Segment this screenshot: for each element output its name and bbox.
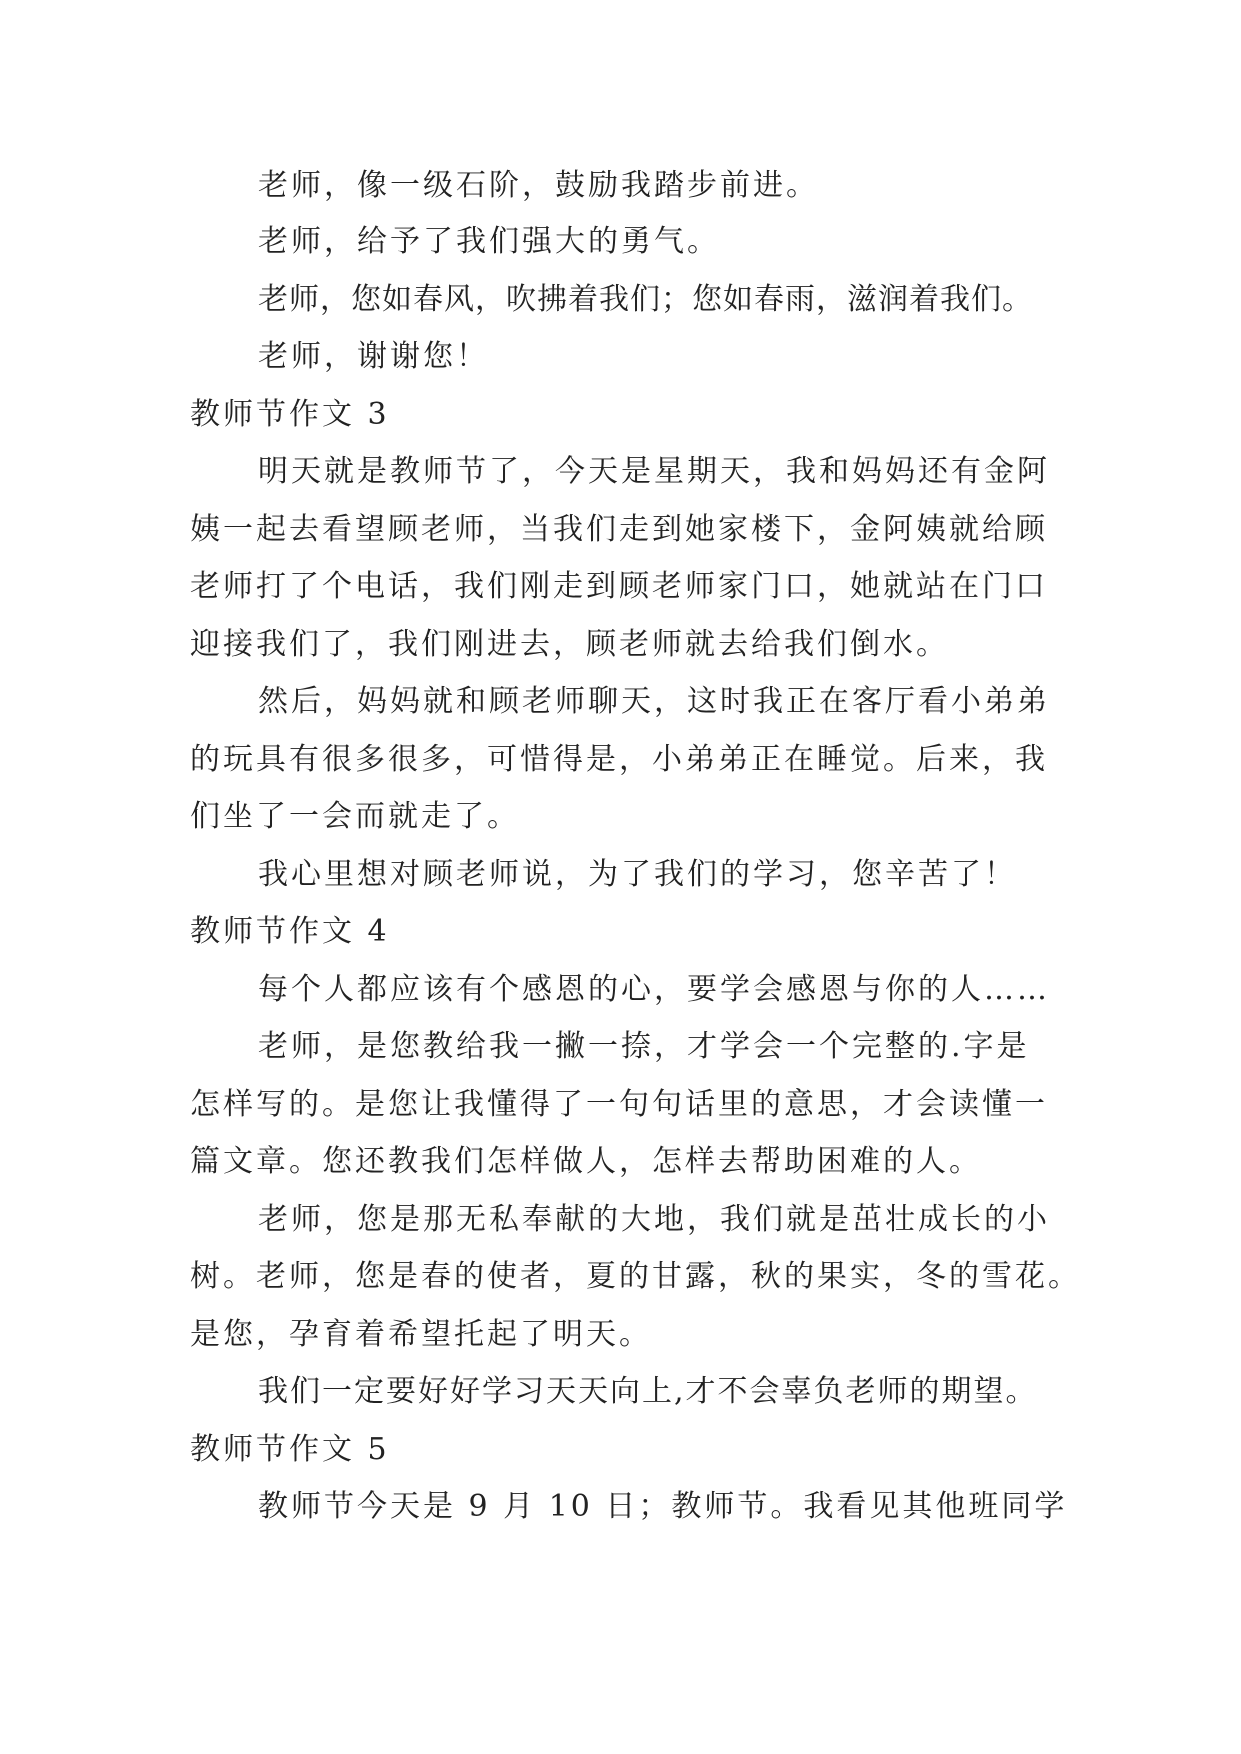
- paragraph-line: 每个人都应该有个感恩的心，要学会感恩与你的人……: [258, 972, 1050, 1007]
- section-heading: 教师节作文 3: [190, 397, 390, 432]
- paragraph-line: 老师，是您教给我一撇一捺，才学会一个完整的.字是: [258, 1029, 1030, 1064]
- paragraph-line: 老师，您如春风，吹拂着我们；您如春雨，滋润着我们。: [258, 282, 1033, 317]
- paragraph-line: 老师，谢谢您！: [258, 339, 489, 374]
- section-heading: 教师节作文 5: [190, 1432, 390, 1467]
- paragraph-line: 教师节今天是 9 月 10 日；教师节。我看见其他班同学: [258, 1489, 1068, 1524]
- paragraph-line: 老师，您是那无私奉献的大地，我们就是茁壮成长的小: [258, 1202, 1050, 1237]
- paragraph-line: 明天就是教师节了，今天是星期天，我和妈妈还有金阿: [258, 454, 1050, 489]
- paragraph-line: 们坐了一会而就走了。: [190, 799, 520, 834]
- paragraph-line: 是您，孕育着希望托起了明天。: [190, 1317, 652, 1352]
- paragraph-line: 我们一定要好好学习天天向上,才不会辜负老师的期望。: [258, 1374, 1038, 1409]
- paragraph-line: 然后，妈妈就和顾老师聊天，这时我正在客厅看小弟弟: [258, 684, 1050, 719]
- paragraph-line: 老师，像一级石阶，鼓励我踏步前进。: [258, 168, 819, 203]
- paragraph-line: 的玩具有很多很多，可惜得是，小弟弟正在睡觉。后来，我: [190, 742, 1048, 777]
- paragraph-line: 姨一起去看望顾老师，当我们走到她家楼下，金阿姨就给顾: [190, 512, 1048, 547]
- paragraph-line: 我心里想对顾老师说，为了我们的学习，您辛苦了！: [258, 857, 1017, 892]
- section-heading: 教师节作文 4: [190, 914, 390, 949]
- paragraph-line: 老师打了个电话，我们刚走到顾老师家门口，她就站在门口: [190, 569, 1048, 604]
- paragraph-line: 篇文章。您还教我们怎样做人，怎样去帮助困难的人。: [190, 1144, 982, 1179]
- paragraph-line: 树。老师，您是春的使者，夏的甘露，秋的果实，冬的雪花。: [190, 1259, 1081, 1294]
- paragraph-line: 迎接我们了，我们刚进去，顾老师就去给我们倒水。: [190, 627, 949, 662]
- paragraph-line: 老师，给予了我们强大的勇气。: [258, 224, 720, 259]
- paragraph-line: 怎样写的。是您让我懂得了一句句话里的意思，才会读懂一: [190, 1087, 1048, 1122]
